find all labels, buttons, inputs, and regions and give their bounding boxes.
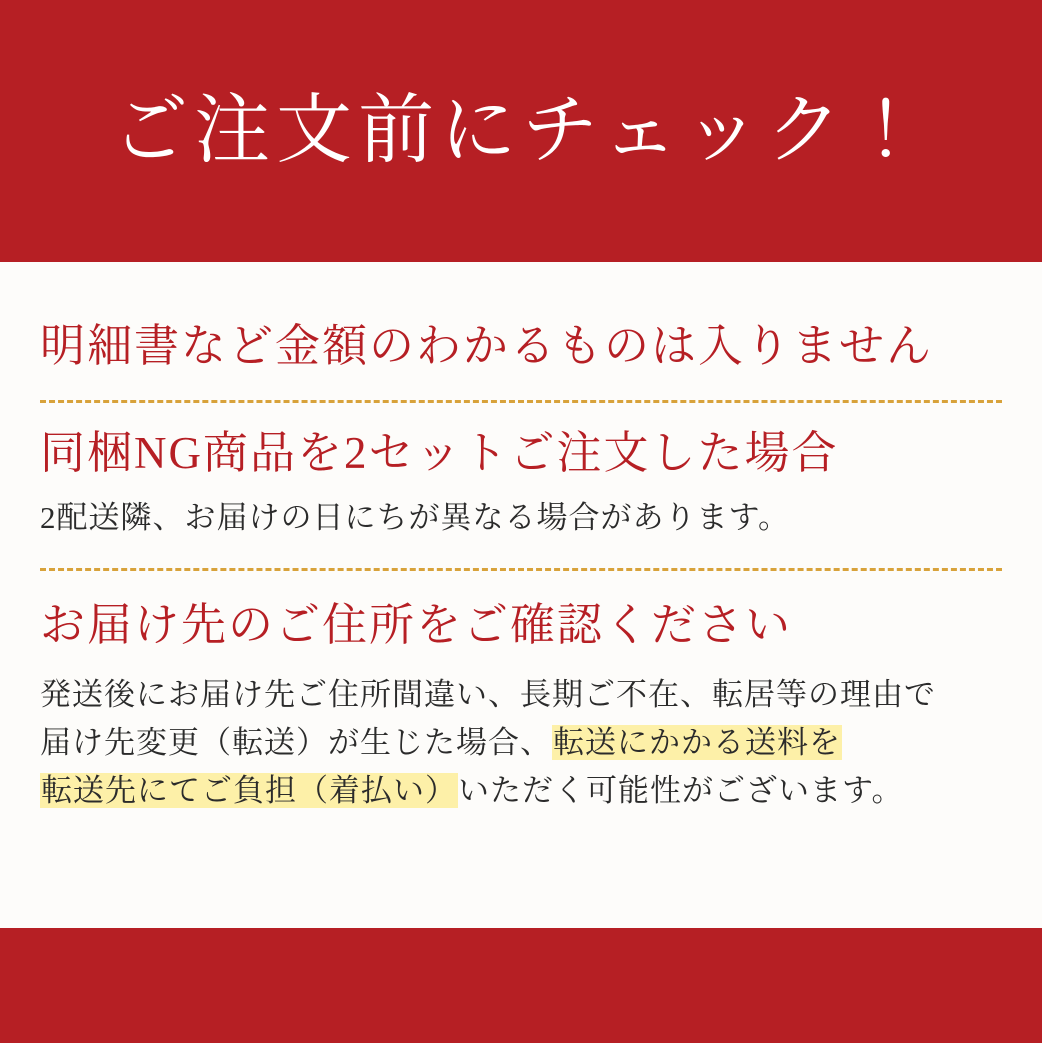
notice-section-1 xyxy=(40,318,1002,374)
footer-bar xyxy=(0,928,1042,1043)
section-2-heading: 同梱NG商品を2セットご注文した場合 xyxy=(40,428,839,479)
section-divider-2 xyxy=(40,568,1002,571)
notice-content xyxy=(0,262,1042,928)
section-divider-1 xyxy=(40,400,1002,403)
section-1-heading: 明細書など金額のわかるものは入りません xyxy=(40,321,934,371)
section-3-body-line-3 xyxy=(40,767,1002,815)
section-3-body-line-2 xyxy=(40,719,1002,767)
section-2-body xyxy=(40,494,1002,542)
highlight-phrase-1: 転送にかかる送料を xyxy=(553,724,841,760)
section-2-body-line-1: 2配送隣、お届けの日にちが異なる場合があります。 xyxy=(40,499,791,535)
section-3-body-line-1: 発送後にお届け先ご住所間違い、長期ご不在、転居等の理由で xyxy=(40,676,936,712)
header-banner xyxy=(0,0,1042,262)
page-title: ご注文前にチェック！ xyxy=(112,89,930,173)
section-3-body xyxy=(40,671,1002,815)
highlight-phrase-2: 転送先にてご負担（着払い） xyxy=(41,772,457,808)
section-3-heading: お届け先のご住所をご確認ください xyxy=(40,599,793,650)
notice-section-2 xyxy=(40,425,1002,541)
section-3-line-2-plain: 届け先変更（転送）が生じた場合、 xyxy=(40,724,552,760)
section-3-line-3-plain: いただく可能性がございます。 xyxy=(458,772,904,808)
notice-section-3 xyxy=(40,597,1002,815)
